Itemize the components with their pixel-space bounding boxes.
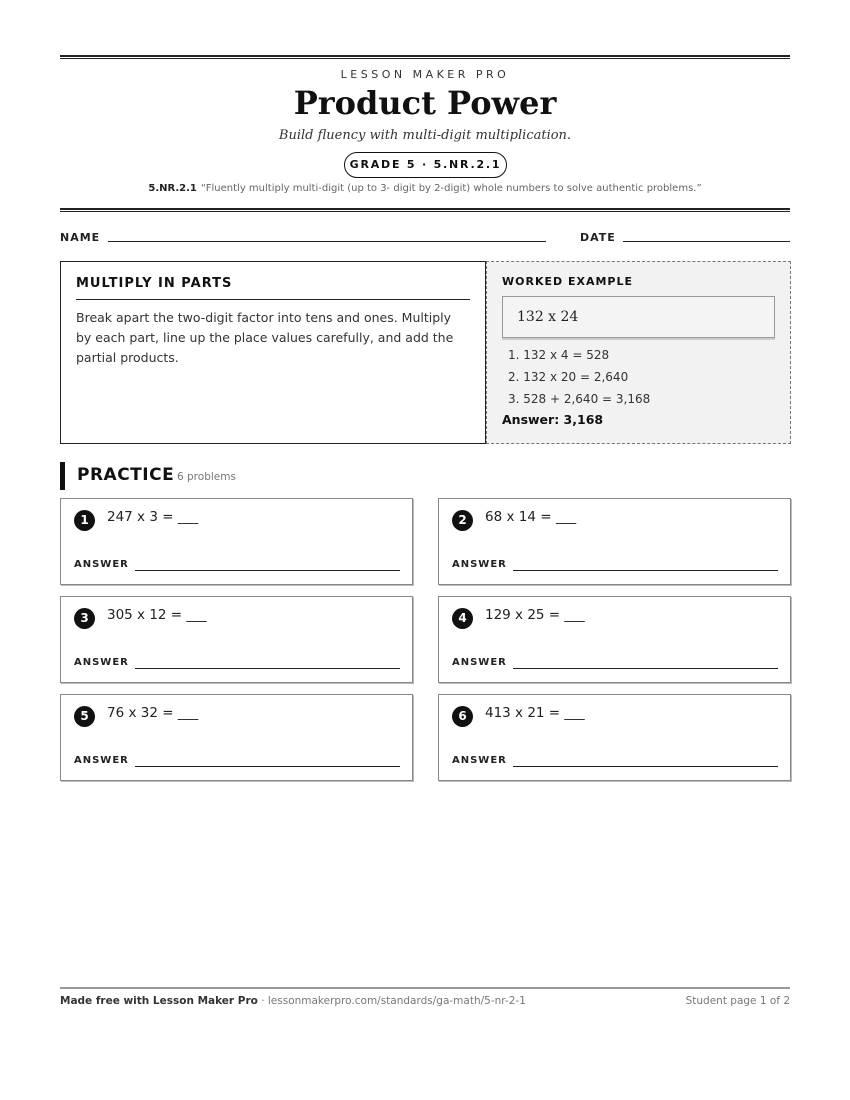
problem-card-2: [438, 498, 791, 585]
answer-line[interactable]: [135, 668, 400, 669]
practice-count: 6 problems: [177, 471, 236, 483]
problem-text: 68 x 14 = ___: [485, 509, 577, 525]
answer-label: ANSWER: [74, 559, 129, 570]
problem-card-5: [60, 694, 413, 781]
name-field-line[interactable]: [108, 241, 546, 242]
answer-line[interactable]: [135, 766, 400, 767]
brand-name: LESSON MAKER PRO: [340, 68, 510, 81]
footer-page-number: Student page 1 of 2: [685, 995, 790, 1007]
practice-title: PRACTICE: [77, 465, 175, 485]
footer-rule: [60, 987, 790, 989]
strategy-heading: MULTIPLY IN PARTS: [76, 276, 470, 300]
grade-badge: GRADE 5 · 5.NR.2.1: [344, 152, 507, 178]
answer-line[interactable]: [513, 766, 778, 767]
standard-code: 5.NR.2.1: [148, 183, 197, 194]
example-expression: 132 x 24: [502, 296, 775, 338]
footer-credit: [60, 995, 526, 1007]
problem-text: 129 x 25 = ___: [485, 607, 585, 623]
example-step: 1. 132 x 4 = 528: [508, 348, 610, 362]
problem-number-badge: 4: [452, 608, 473, 629]
date-field-line[interactable]: [623, 241, 790, 242]
problem-card-4: [438, 596, 791, 683]
answer-line[interactable]: [513, 570, 778, 571]
strategy-body: Break apart the two-digit factor into tens and ones. Multiply by each part, line up the place values carefully, and add the partial products.: [76, 310, 454, 365]
footer-made-with: Made free with Lesson Maker Pro: [60, 995, 258, 1007]
problem-number-badge: 2: [452, 510, 473, 531]
standard-statement: [0, 183, 850, 194]
problem-text: 413 x 21 = ___: [485, 705, 585, 721]
standard-text: “Fluently multiply multi-digit (up to 3- digit by 2-digit) whole numbers to solve authentic problems.”: [200, 183, 702, 194]
problem-text: 76 x 32 = ___: [107, 705, 199, 721]
problem-text: 247 x 3 = ___: [107, 509, 199, 525]
example-step: 2. 132 x 20 = 2,640: [508, 370, 629, 384]
answer-line[interactable]: [513, 668, 778, 669]
page-subtitle: Build fluency with multi-digit multiplication.: [278, 128, 572, 143]
name-label: NAME: [60, 231, 101, 244]
problem-card-6: [438, 694, 791, 781]
practice-section-bar: [60, 462, 65, 490]
problem-number-badge: 5: [74, 706, 95, 727]
example-answer: Answer: 3,168: [502, 412, 604, 427]
answer-label: ANSWER: [74, 755, 129, 766]
answer-label: ANSWER: [452, 657, 507, 668]
problem-number-badge: 6: [452, 706, 473, 727]
worked-example-heading: WORKED EXAMPLE: [502, 275, 633, 288]
header-bottom-rule: [60, 208, 790, 212]
problem-text: 305 x 12 = ___: [107, 607, 207, 623]
problem-card-1: [60, 498, 413, 585]
answer-line[interactable]: [135, 570, 400, 571]
worked-example-box: [486, 261, 791, 444]
problem-card-3: [60, 596, 413, 683]
problem-number-badge: 3: [74, 608, 95, 629]
example-step: 3. 528 + 2,640 = 3,168: [508, 392, 651, 406]
answer-label: ANSWER: [74, 657, 129, 668]
header-top-rule: [60, 55, 790, 59]
answer-label: ANSWER: [452, 559, 507, 570]
strategy-box: [60, 261, 486, 444]
problem-number-badge: 1: [74, 510, 95, 531]
page-title: Product Power: [293, 84, 557, 122]
answer-label: ANSWER: [452, 755, 507, 766]
example-steps: [502, 344, 775, 410]
footer-url[interactable]: · lessonmakerpro.com/standards/ga-math/5-nr-2-1: [257, 995, 526, 1007]
date-label: DATE: [580, 231, 616, 244]
